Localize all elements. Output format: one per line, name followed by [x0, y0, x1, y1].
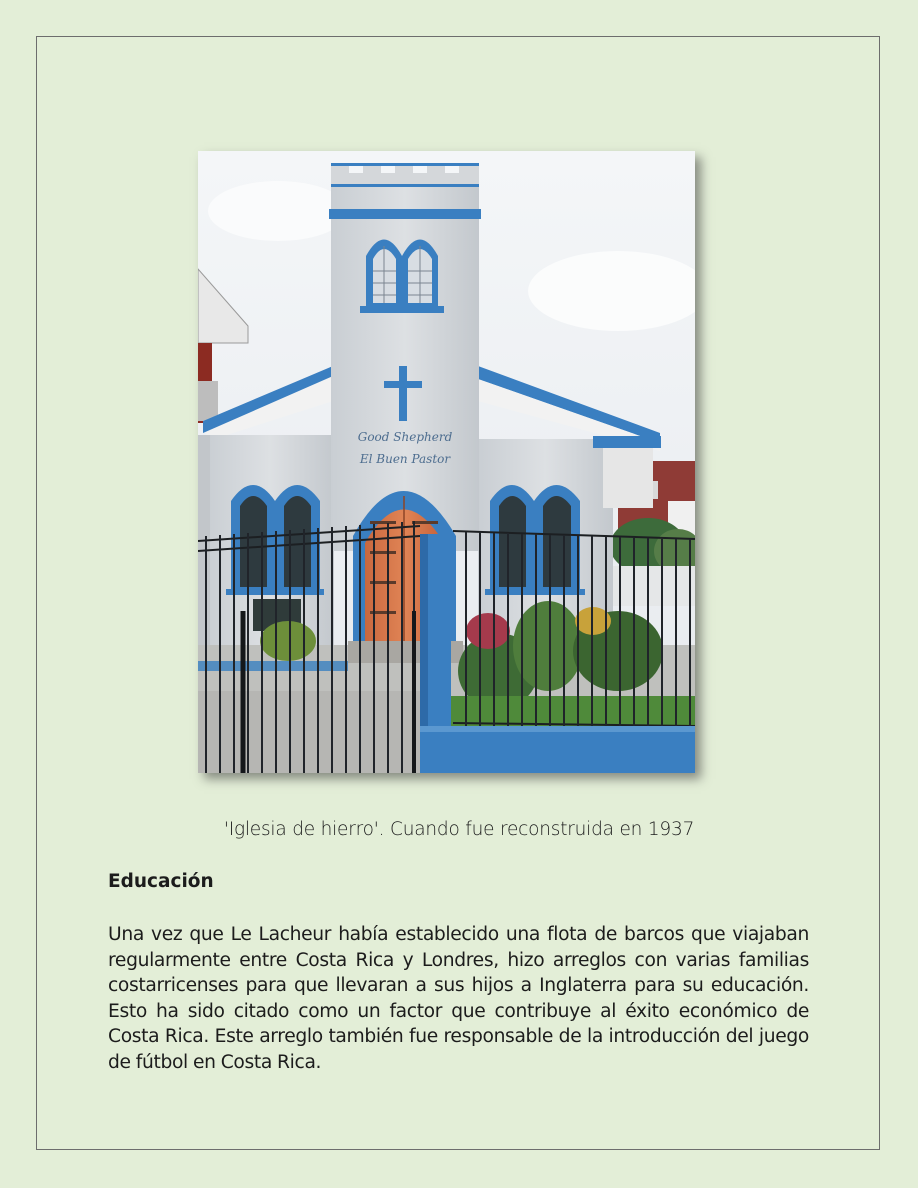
section-heading: Educación [108, 871, 214, 892]
photo-caption: 'Iglesia de hierro'. Cuando fue reconstruida en 1937 [223, 819, 695, 840]
church-photo [198, 151, 695, 773]
section-paragraph: Una vez que Le Lacheur había establecido una flota de barcos que viajaban regularmente entre Costa Rica y Londres, hizo arreglos con varias familias costarricenses para que llevaran a sus hijos a Inglaterra para su educación. Esto ha sido citado como un factor que contribuye al éxito económico de Costa Rica. Este arreglo también fue responsable de la introducción del juego de fútbol en Costa Rica. [108, 924, 809, 1073]
sign-line-good-shepherd: Good Shepherd [357, 430, 453, 444]
sign-line-el-buen-pastor: El Buen Pastor [359, 452, 451, 466]
